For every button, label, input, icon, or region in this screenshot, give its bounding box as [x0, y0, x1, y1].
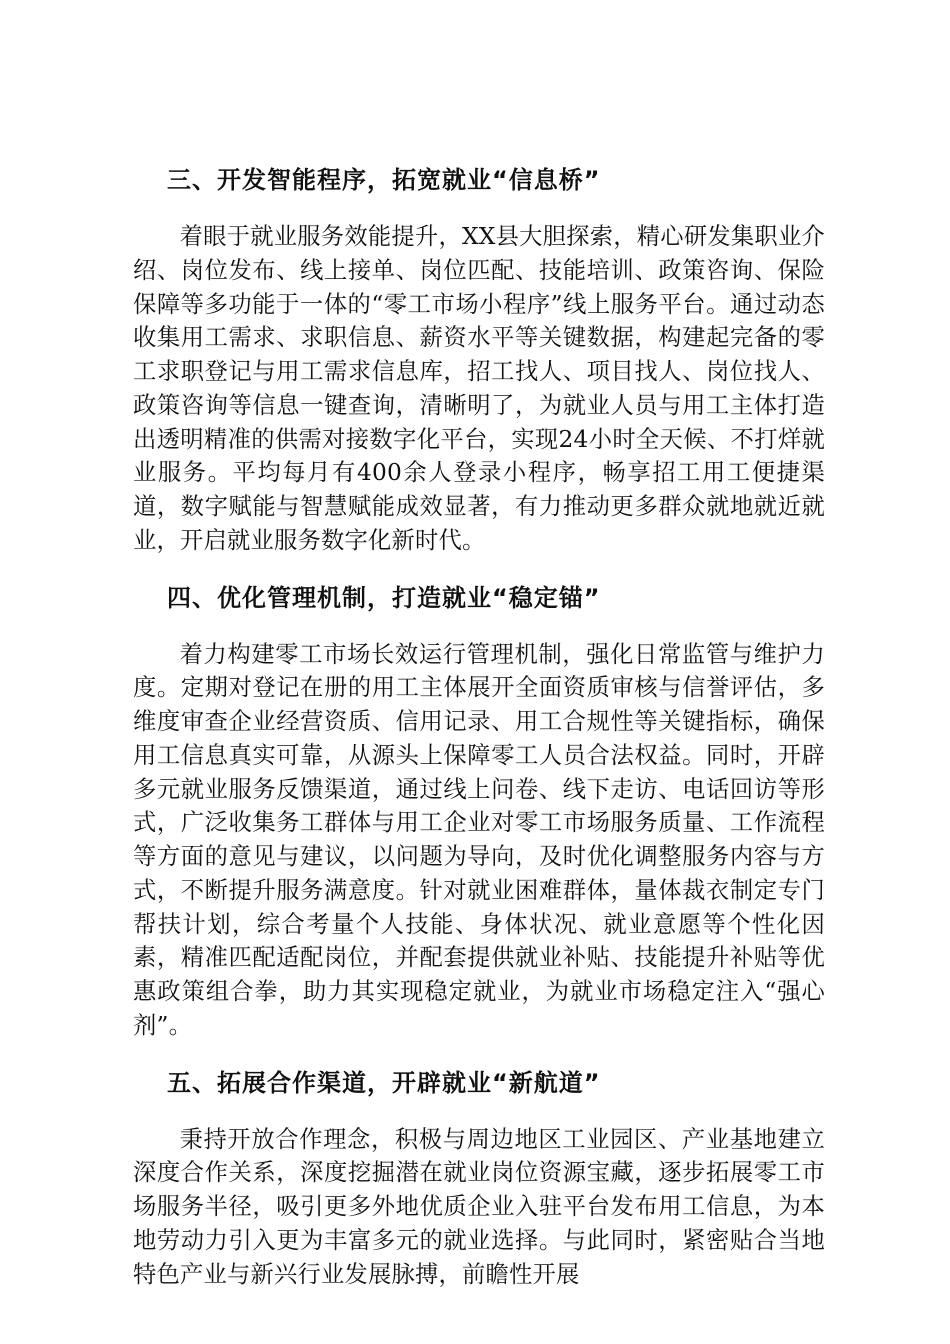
section-paragraph: 着眼于就业服务效能提升，XX县大胆探索，精心研发集职业介绍、岗位发布、线上接单、岗位匹配、技能培训、政策咨询、保险保障等多功能于一体的“零工市场小程序”线上服务平台。通过动态收集用工需求、求职信息、薪资水平等关键数据，构建起完备的零工求职登记与用工需求信息库，招工找人、项目找人、岗位找人、政策咨询等信息一键查询，清晰明了，为就业人员与用工主体打造出透明精准的供需对接数字化平台，实现24小时全天候、不打烊就业服务。平均每月有400余人登录小程序，畅享招工用工便捷渠道，数字赋能与智慧赋能成效显著，有力推动更多群众就地就近就业，开启就业服务数字化新时代。 [133, 223, 825, 554]
section-heading: 三、开发智能程序，拓宽就业“信息桥” [167, 166, 601, 194]
document-page [133, 160, 825, 1291]
section-paragraph: 秉持开放合作理念，积极与周边地区工业园区、产业基地建立深度合作关系，深度挖掘潜在就业岗位资源宝藏，逐步拓展零工市场服务半径，吸引更多外地优质企业入驻平台发布用工信息，为本地劳动力引入更为丰富多元的就业选择。与此同时，紧密贴合当地特色产业与新兴行业发展脉搏，前瞻性开展 [133, 1125, 825, 1288]
section-heading: 四、优化管理机制，打造就业“稳定锚” [167, 583, 601, 612]
section-stability-anchor [133, 578, 825, 1043]
section-new-channel [133, 1063, 825, 1292]
section-info-bridge [133, 160, 825, 558]
section-heading: 五、拓展合作渠道，开辟就业“新航道” [167, 1068, 601, 1097]
section-paragraph: 着力构建零工市场长效运行管理机制，强化日常监管与维护力度。定期对登记在册的用工主体展开全面资质审核与信誉评估，多维度审查企业经营资质、信用记录、用工合规性等关键指标，确保用工信息真实可靠，从源头上保障零工人员合法权益。同时，开辟多元就业服务反馈渠道，通过线上问卷、线下走访、电话回访等形式，广泛收集务工群体与用工企业对零工市场服务质量、工作流程等方面的意见与建议，以问题为导向，及时优化调整服务内容与方式，不断提升服务满意度。针对就业困难群体，量体裁衣制定专门帮扶计划，综合考量个人技能、身体状况、就业意愿等个性化因素，精准匹配适配岗位，并配套提供就业补贴、技能提升补贴等优惠政策组合拳，助力其实现稳定就业，为就业市场稳定注入“强心剂”。 [133, 640, 825, 1039]
